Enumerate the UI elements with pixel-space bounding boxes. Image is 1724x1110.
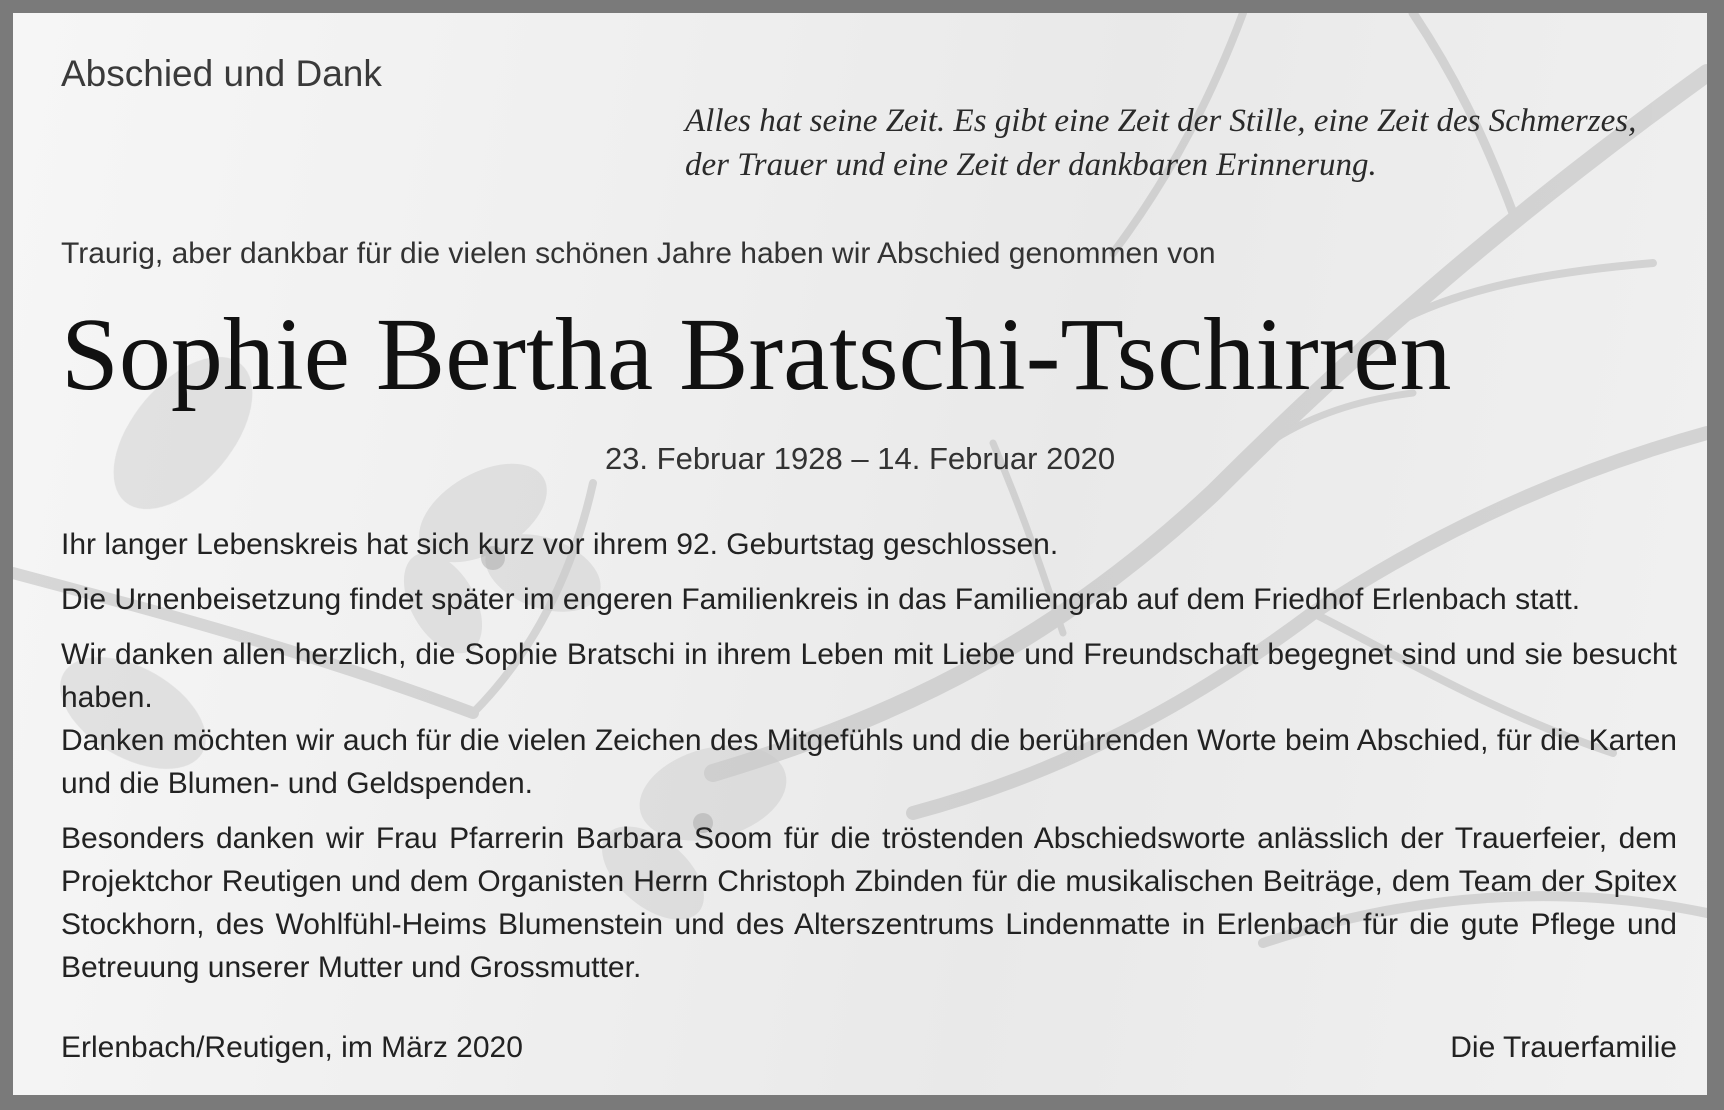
paragraph-dank-mitgefuehl: Danken möchten wir auch für die vielen Zeichen des Mitgefühls und die berührenden Worte beim Abschied, für die Karten und die Blumen- und Geldspenden. <box>61 724 1677 800</box>
body-text <box>61 523 1677 1001</box>
signature: Die Trauerfamilie <box>1450 1031 1677 1064</box>
paragraph-lebenskreis: Ihr langer Lebenskreis hat sich kurz vor ihrem 92. Geburtstag geschlossen. <box>61 528 1059 561</box>
intro-text: Traurig, aber dankbar für die vielen schönen Jahre haben wir Abschied genommen von <box>61 237 1216 270</box>
life-dates: 23. Februar 1928 – 14. Februar 2020 <box>604 441 1116 476</box>
place-date: Erlenbach/Reutigen, im März 2020 <box>61 1031 523 1064</box>
heading: Abschied und Dank <box>61 53 382 94</box>
paragraph-dank-allen: Wir danken allen herzlich, die Sophie Bratschi in ihrem Leben mit Liebe und Freundschaft begegnet sind und sie besucht haben. <box>61 638 1677 714</box>
paragraph-besonderer-dank: Besonders danken wir Frau Pfarrerin Barbara Soom für die tröstenden Abschiedsworte anlässlich der Trauerfeier, dem Projektchor Reutigen und dem Organisten Herrn Christoph Zbinden für die musikalischen Beiträge, dem Team der Spitex Stockhorn, des Wohlfühl-Heims Blumenstein und des Alterszentrums Lindenmatte in Erlenbach für die gute Pflege und Betreuung unserer Mutter und Grossmutter. <box>61 822 1677 984</box>
quote-line-2: der Trauer und eine Zeit der dankbaren Erinnerung. <box>685 147 1377 183</box>
paragraph-urnenbeisetzung: Die Urnenbeisetzung findet später im engeren Familienkreis in das Familiengrab auf dem Friedhof Erlenbach statt. <box>61 583 1581 616</box>
deceased-name: Sophie Bertha Bratschi-Tschirren <box>61 297 1452 412</box>
quote <box>685 99 1685 187</box>
quote-line-1: Alles hat seine Zeit. Es gibt eine Zeit der Stille, eine Zeit des Schmerzes, <box>685 103 1637 139</box>
obituary-content <box>13 13 1707 1095</box>
obituary-card <box>13 13 1707 1095</box>
